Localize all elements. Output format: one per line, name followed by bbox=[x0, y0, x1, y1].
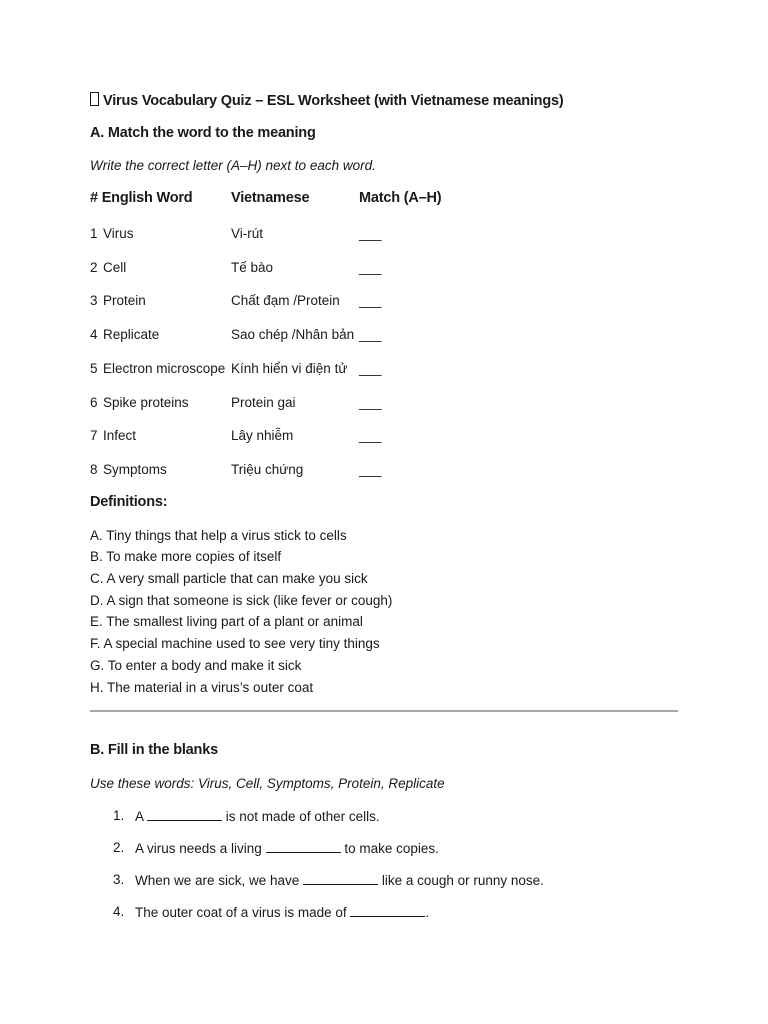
header-vietnamese: Vietnamese bbox=[231, 190, 310, 206]
fill-item bbox=[135, 872, 544, 888]
row-word: Cell bbox=[103, 260, 127, 275]
match-blank[interactable]: ___ bbox=[359, 361, 382, 376]
match-blank[interactable]: ___ bbox=[359, 293, 382, 308]
fill-item-number: 1. bbox=[113, 808, 125, 823]
fill-item-before: A bbox=[135, 809, 148, 824]
fill-item bbox=[135, 840, 439, 856]
fill-item-number: 4. bbox=[113, 904, 125, 919]
definition-item: A. Tiny things that help a virus stick to cells bbox=[90, 528, 347, 543]
section-a-heading: A. Match the word to the meaning bbox=[90, 125, 316, 141]
row-vietnamese: Lây nhiễm bbox=[231, 428, 294, 443]
row-num: 3 bbox=[90, 293, 98, 308]
row-vietnamese: Tế bào bbox=[231, 260, 274, 275]
fill-item-before: A virus needs a living bbox=[135, 841, 266, 856]
page-title-text: Virus Vocabulary Quiz – ESL Worksheet (with Vietnamese meanings) bbox=[103, 93, 564, 109]
header-match: Match (A–H) bbox=[359, 190, 442, 206]
fill-item-number: 2. bbox=[113, 840, 125, 855]
fill-item-before: The outer coat of a virus is made of bbox=[135, 905, 351, 920]
fill-blank[interactable] bbox=[303, 872, 378, 885]
missing-glyph-icon bbox=[90, 92, 99, 106]
row-num: 1 bbox=[90, 226, 98, 241]
fill-blank[interactable] bbox=[147, 808, 222, 821]
row-num: 8 bbox=[90, 462, 98, 477]
row-word: Infect bbox=[103, 428, 137, 443]
fill-blank[interactable] bbox=[266, 840, 341, 853]
row-num: 4 bbox=[90, 327, 98, 342]
row-vietnamese: Triệu chứng bbox=[231, 462, 304, 477]
fill-blank[interactable] bbox=[350, 904, 425, 917]
fill-item-after: is not made of other cells. bbox=[222, 809, 380, 824]
definition-item: B. To make more copies of itself bbox=[90, 549, 282, 564]
fill-item-number: 3. bbox=[113, 872, 125, 887]
row-word: Spike proteins bbox=[103, 395, 189, 410]
definition-item: F. A special machine used to see very tiny things bbox=[90, 636, 380, 651]
row-num: 5 bbox=[90, 361, 98, 376]
section-b-instruction: Use these words: Virus, Cell, Symptoms, Protein, Replicate bbox=[90, 776, 445, 791]
match-blank[interactable]: ___ bbox=[359, 260, 382, 275]
match-blank[interactable]: ___ bbox=[359, 395, 382, 410]
match-blank[interactable]: ___ bbox=[359, 226, 382, 241]
row-vietnamese: Kính hiển vi điện tử bbox=[231, 361, 348, 376]
header-english-word: # English Word bbox=[90, 190, 193, 206]
row-vietnamese: Chất đạm /Protein bbox=[231, 293, 340, 308]
fill-item-after: . bbox=[425, 905, 430, 920]
page-title bbox=[90, 92, 563, 109]
section-divider bbox=[90, 710, 678, 712]
row-word: Virus bbox=[103, 226, 134, 241]
fill-item-before: When we are sick, we have bbox=[135, 873, 304, 888]
row-vietnamese: Sao chép /Nhân bản bbox=[231, 327, 355, 342]
fill-item bbox=[135, 904, 429, 920]
row-num: 7 bbox=[90, 428, 98, 443]
definition-item: C. A very small particle that can make you sick bbox=[90, 571, 368, 586]
row-word: Electron microscope bbox=[103, 361, 226, 376]
row-vietnamese: Protein gai bbox=[231, 395, 296, 410]
section-a-instruction: Write the correct letter (A–H) next to each word. bbox=[90, 158, 376, 173]
fill-item-after: like a cough or runny nose. bbox=[378, 873, 544, 888]
fill-item bbox=[135, 808, 380, 824]
row-num: 2 bbox=[90, 260, 98, 275]
match-blank[interactable]: ___ bbox=[359, 462, 382, 477]
section-b-heading: B. Fill in the blanks bbox=[90, 742, 218, 758]
definitions-heading: Definitions: bbox=[90, 494, 168, 510]
row-word: Symptoms bbox=[103, 462, 167, 477]
definition-item: H. The material in a virus’s outer coat bbox=[90, 680, 314, 695]
row-num: 6 bbox=[90, 395, 98, 410]
match-blank[interactable]: ___ bbox=[359, 327, 382, 342]
definition-item: G. To enter a body and make it sick bbox=[90, 658, 302, 673]
fill-item-after: to make copies. bbox=[340, 841, 439, 856]
definition-item: E. The smallest living part of a plant or animal bbox=[90, 614, 363, 629]
row-word: Protein bbox=[103, 293, 146, 308]
row-vietnamese: Vi-rút bbox=[231, 226, 264, 241]
definition-item: D. A sign that someone is sick (like fever or cough) bbox=[90, 593, 393, 608]
match-blank[interactable]: ___ bbox=[359, 428, 382, 443]
row-word: Replicate bbox=[103, 327, 160, 342]
